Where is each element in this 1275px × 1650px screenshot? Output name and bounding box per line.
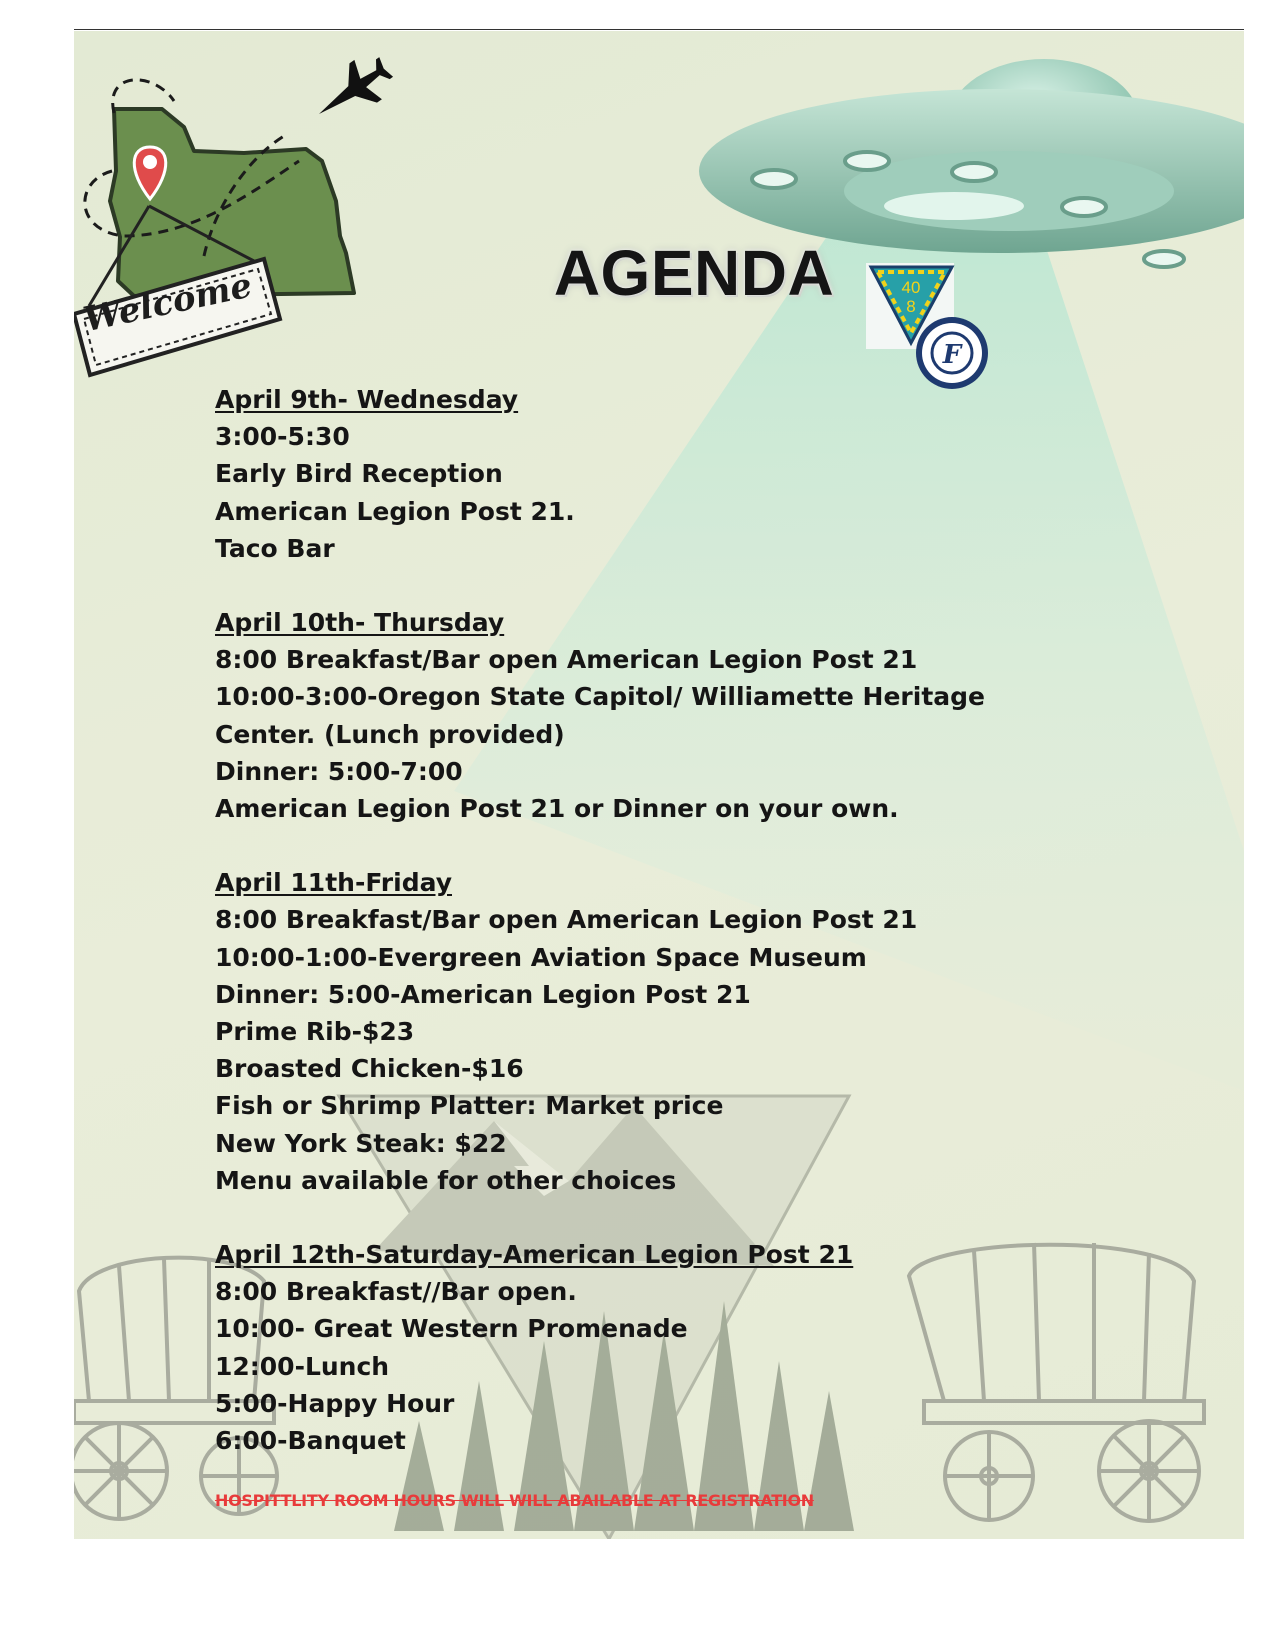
day-heading: April 12th-Saturday-American Legion Post 21 xyxy=(215,1240,854,1270)
agenda-list xyxy=(215,381,1175,1496)
agenda-line: 10:00-3:00-Oregon State Capitol/ Williamette Heritage xyxy=(215,682,986,712)
emblem-number: 40 xyxy=(901,278,921,297)
agenda-poster xyxy=(74,31,1244,1539)
welcome-sign-text: Welcome xyxy=(80,265,256,341)
agenda-line: Dinner: 5:00-American Legion Post 21 xyxy=(215,979,751,1009)
agenda-day xyxy=(215,604,1175,827)
agenda-day xyxy=(215,864,1175,1199)
agenda-line: Prime Rib-$23 xyxy=(215,1017,415,1047)
agenda-day xyxy=(215,1236,1175,1459)
agenda-line: New York Steak: $22 xyxy=(215,1128,507,1158)
day-heading: April 9th- Wednesday xyxy=(215,385,519,414)
agenda-line: 10:00- Great Western Promenade xyxy=(215,1314,688,1344)
agenda-line: 8:00 Breakfast//Bar open. xyxy=(215,1277,577,1307)
agenda-day xyxy=(215,381,1175,567)
agenda-line: 8:00 Breakfast/Bar open American Legion Post 21 xyxy=(215,905,918,935)
hospitality-note: HOSPITTLITY ROOM HOURS WILL WILL ABAILABLE AT REGISTRATION xyxy=(215,1491,814,1510)
airplane-icon xyxy=(305,47,400,133)
agenda-line: Taco Bar xyxy=(215,533,335,563)
day-heading: April 11th-Friday xyxy=(215,868,452,898)
agenda-line: 5:00-Happy Hour xyxy=(215,1388,455,1418)
top-rule xyxy=(74,29,1244,30)
agenda-line: American Legion Post 21. xyxy=(215,496,575,526)
agenda-line: Menu available for other choices xyxy=(215,1165,677,1195)
oregon-map-icon xyxy=(85,80,354,296)
agenda-line: 12:00-Lunch xyxy=(215,1351,390,1381)
agenda-line: Broasted Chicken-$16 xyxy=(215,1054,524,1084)
seal-letter: F xyxy=(942,340,962,370)
day-heading: April 10th- Thursday xyxy=(215,608,505,638)
page-title: AGENDA xyxy=(553,237,835,309)
agenda-line: 10:00-1:00-Evergreen Aviation Space Museum xyxy=(215,942,867,972)
agenda-line: Fish or Shrimp Platter: Market price xyxy=(215,1091,724,1121)
svg-text:8: 8 xyxy=(906,297,916,316)
agenda-line: 3:00-5:30 xyxy=(215,422,350,452)
seal-emblem xyxy=(916,317,988,389)
agenda-line: Early Bird Reception xyxy=(215,459,503,489)
agenda-line: Center. (Lunch provided) xyxy=(215,719,565,749)
agenda-line: Dinner: 5:00-7:00 xyxy=(215,756,463,786)
agenda-line: American Legion Post 21 or Dinner on your own. xyxy=(215,794,899,824)
agenda-line: 6:00-Banquet xyxy=(215,1426,406,1456)
agenda-line: 8:00 Breakfast/Bar open American Legion Post 21 xyxy=(215,645,918,675)
